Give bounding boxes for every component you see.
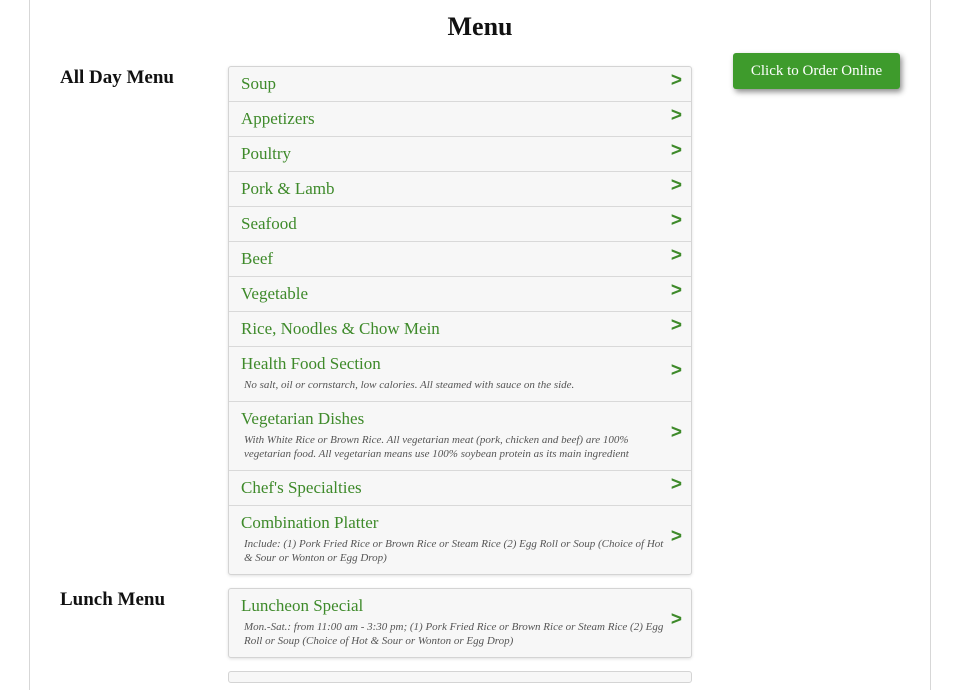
section-label-all-day: All Day Menu (60, 67, 174, 88)
chevron-right-icon: > (670, 105, 682, 126)
lunch-menu-list (228, 588, 692, 658)
next-menu-list-edge (228, 671, 692, 683)
menu-item-name: Seafood (241, 214, 297, 233)
menu-item-vegetable[interactable] (229, 276, 691, 311)
chevron-right-icon: > (670, 474, 682, 495)
menu-item-name: Combination Platter (241, 513, 379, 532)
chevron-right-icon: > (670, 245, 682, 266)
page-title: Menu (447, 12, 513, 41)
menu-item-description: Include: (1) Pork Fried Rice or Brown Rice or Steam Rice (2) Egg Roll or Soup (Choice of Hot & Sour or Wonton or Egg Drop) (244, 538, 664, 564)
menu-item-seafood[interactable] (229, 206, 691, 241)
menu-item-name: Pork & Lamb (241, 179, 335, 198)
chevron-right-icon: > (670, 422, 682, 443)
menu-item-name: Poultry (241, 144, 292, 163)
section-label-lunch: Lunch Menu (60, 589, 166, 610)
menu-item-name: Appetizers (241, 109, 315, 128)
chevron-right-icon: > (670, 609, 682, 630)
menu-item-poultry[interactable] (229, 136, 691, 171)
menu-item-luncheon-special[interactable] (229, 589, 691, 657)
menu-item-appetizers[interactable] (229, 101, 691, 136)
chevron-right-icon: > (670, 360, 682, 381)
menu-item-name: Soup (241, 74, 276, 93)
menu-item-name: Luncheon Special (241, 596, 364, 615)
all-day-menu-list (228, 66, 692, 575)
chevron-right-icon: > (670, 70, 682, 91)
menu-item-name: Beef (241, 249, 274, 268)
menu-item-rice-noodles[interactable] (229, 311, 691, 346)
menu-item-beef[interactable] (229, 241, 691, 276)
menu-item-vegetarian[interactable] (229, 401, 691, 470)
menu-item-name: Vegetable (241, 284, 309, 303)
chevron-right-icon: > (670, 175, 682, 196)
menu-item-soup[interactable] (229, 67, 691, 101)
order-online-button[interactable]: Click to Order Online (733, 53, 900, 89)
menu-item-name: Chef's Specialties (241, 478, 362, 497)
chevron-right-icon: > (670, 210, 682, 231)
menu-item-name: Rice, Noodles & Chow Mein (241, 319, 440, 338)
menu-item-combination-platter[interactable] (229, 505, 691, 574)
menu-item-chefs-specialties[interactable] (229, 470, 691, 505)
menu-item-health-food[interactable] (229, 346, 691, 401)
chevron-right-icon: > (670, 280, 682, 301)
menu-item-pork-lamb[interactable] (229, 171, 691, 206)
menu-item-name: Vegetarian Dishes (241, 409, 365, 428)
chevron-right-icon: > (670, 526, 682, 547)
menu-item-description: Mon.-Sat.: from 11:00 am - 3:30 pm; (1) Pork Fried Rice or Brown Rice or Steam Rice (2) Egg Roll or Soup (Choice of Hot & Sour or Wonton or Egg Drop) (244, 621, 664, 647)
chevron-right-icon: > (670, 315, 682, 336)
chevron-right-icon: > (670, 140, 682, 161)
menu-item-description: With White Rice or Brown Rice. All vegetarian meat (pork, chicken and beef) are 100% vegetarian food. All vegetarian means use 100% soybean protein as its main ingredient (244, 434, 629, 460)
menu-item-description: No salt, oil or cornstarch, low calories. All steamed with sauce on the side. (244, 379, 575, 391)
menu-item-name: Health Food Section (241, 354, 381, 373)
